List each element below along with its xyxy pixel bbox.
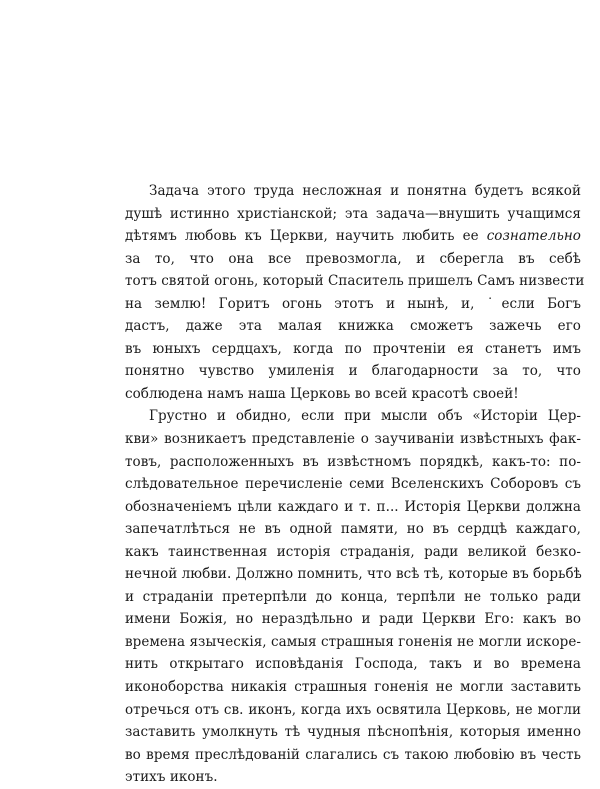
text-line: этихъ иконъ.: [125, 769, 218, 786]
text-line: отречься отъ св. иконъ, когда ихъ освятила Церковь, не могли: [125, 701, 581, 718]
text-line: дѣтямъ любовь къ Церкви, научить любить ее сознательно: [125, 228, 581, 245]
text-line: обозначеніемъ цѣли каждаго и т. п... Исторія Церкви должна: [125, 498, 581, 515]
text-line: какъ таинственная исторія страданія, ради великой безко-: [125, 543, 581, 560]
text-line: кви» возникаетъ представленіе о заучиваніи извѣстныхъ фак-: [125, 431, 581, 448]
text-line: во время преслѣдованій слагались съ такою любовію въ честь: [125, 746, 581, 763]
text-line: на землю! Горитъ огонь этотъ и нынѣ, и, ˙если Богъ: [125, 295, 581, 312]
text-line: понятно чувство умиленія и благодарности за то, что: [125, 363, 581, 380]
text-line: времена языческія, самыя страшныя гоненія не могли искоре-: [125, 633, 581, 650]
paragraph-2: [125, 405, 581, 788]
emphasized-word: сознательно: [486, 228, 581, 245]
text-line: запечатлѣться не въ одной памяти, но въ сердцѣ каждаго,: [125, 521, 581, 538]
text-line: Задача этого труда несложная и понятна будетъ всякой: [149, 183, 581, 199]
text-line: нить открытаго исповѣданія Господа, такъ и во времена: [125, 656, 581, 673]
text-line: соблюдена намъ наша Церковь во всей красотѣ своей!: [125, 385, 519, 402]
text-line: въ юныхъ сердцахъ, когда по прочтеніи ея станетъ имъ: [125, 340, 581, 357]
text-line: товъ, расположенныхъ въ извѣстномъ порядкѣ, какъ-то: по-: [125, 453, 581, 470]
text-line: и страданіи претерпѣли до конца, терпѣли не только ради: [125, 588, 581, 605]
body-text: [125, 180, 585, 789]
paragraph-1: [125, 180, 585, 405]
text-line: иконоборства никакія страшныя гоненія не могли заставить: [125, 679, 581, 696]
text-line: заставить умолкнуть тѣ чудныя пѣснопѣнія, которыя именно: [125, 724, 581, 741]
text-line: Грустно и обидно, если при мысли объ «Исторіи Цер-: [149, 408, 581, 425]
text-line: дастъ, даже эта малая книжка сможетъ зажечь его: [125, 318, 581, 335]
text-line: тотъ святой огонь, который Спаситель пришелъ Самъ низвести: [125, 273, 585, 290]
text-line: душѣ истинно христіанской; эта задача—внушить учащимся: [125, 205, 581, 222]
text-line: нечной любви. Должно помнить, что всѣ тѣ, которые въ борьбѣ: [125, 566, 582, 583]
text-line: имени Божія, но нераздѣльно и ради Церкви Его: какъ во: [125, 611, 581, 628]
text-line: за то, что она все превозмогла, и сберегла въ себѣ: [125, 250, 581, 267]
text-line: слѣдовательное перечисленіе семи Вселенскихъ Соборовъ съ: [125, 476, 581, 493]
